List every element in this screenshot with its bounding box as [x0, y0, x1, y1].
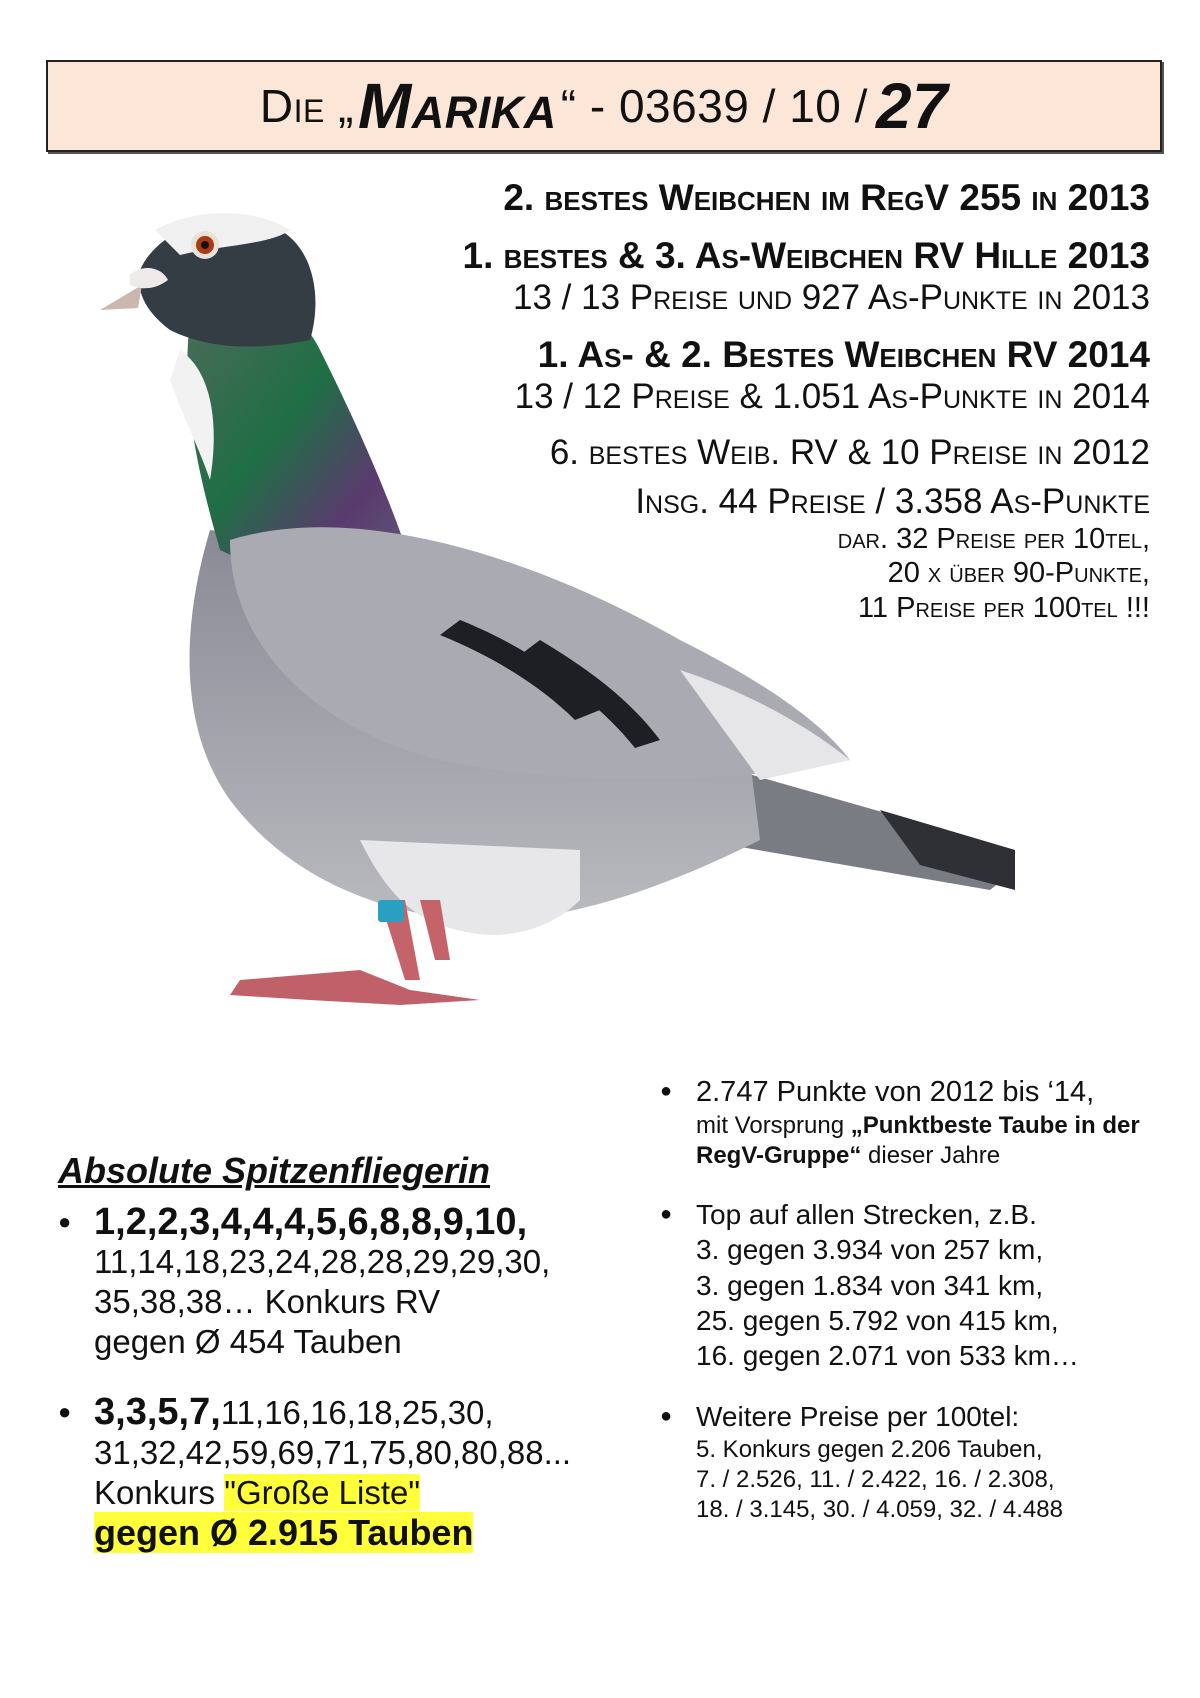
achievement-line: 11 Preise per 100tel !!! — [857, 591, 1150, 624]
achievement-line: 1. As- & 2. Bestes Weibchen RV 2014 — [537, 333, 1150, 375]
bullet-icon: ● — [660, 1405, 673, 1428]
achievement-line: 2. bestes Weibchen im RegV 255 in 2013 — [503, 177, 1150, 218]
left-bullet-list — [58, 1202, 658, 1554]
route-line: 16. gegen 2.071 von 533 km… — [696, 1340, 1079, 1372]
highlighted-list-name: "Große Liste" — [224, 1474, 421, 1511]
lead-text: mit Vorsprung — [696, 1111, 851, 1139]
bullet-icon: ● — [660, 1203, 673, 1225]
bullet-icon: ● — [58, 1399, 72, 1424]
lead-bold: „Punktbeste Taube in der RegV-Gruppe“ — [696, 1111, 1140, 1169]
list-item — [58, 1392, 658, 1554]
list-item — [58, 1202, 658, 1362]
title-banner — [46, 60, 1162, 152]
bullet-icon: ● — [58, 1209, 72, 1234]
highlighted-total: gegen Ø 2.915 Tauben — [94, 1512, 474, 1553]
placings-line: 31,32,42,59,69,71,75,80,80,88... — [94, 1434, 572, 1471]
right-bullet-list — [660, 1074, 1180, 1525]
achievement-line: Insg. 44 Preise / 3.358 As-Punkte — [635, 481, 1150, 521]
route-line: 3. gegen 1.834 von 341 km, — [696, 1269, 1044, 1301]
placings-bold: 3,3,5,7, — [94, 1391, 221, 1433]
points-line: 2.747 Punkte von 2012 bis ‘14, — [696, 1076, 1095, 1108]
list-item — [660, 1074, 1180, 1171]
achievement-line: dar. 32 Preise per 10tel, — [837, 523, 1150, 556]
title-name: Marika — [357, 70, 557, 142]
prize-line: 5. Konkurs gegen 2.206 Tauben, — [696, 1435, 1043, 1463]
list-item — [660, 1399, 1180, 1525]
prize-line: Weitere Preise per 100tel: — [696, 1401, 1020, 1433]
prize-line: 18. / 3.145, 30. / 4.059, 32. / 4.488 — [696, 1496, 1063, 1524]
prize-line: 7. / 2.526, 11. / 2.422, 16. / 2.308, — [696, 1465, 1055, 1493]
section-heading: Absolute Spitzenfliegerin — [58, 1150, 491, 1191]
achievement-line: 13 / 13 Preise und 927 As-Punkte in 2013 — [513, 278, 1150, 318]
achievement-line: 13 / 12 Preise & 1.051 As-Punkte in 2014 — [514, 377, 1150, 417]
title-ring-suffix: 27 — [875, 70, 949, 142]
lead-tail: dieser Jahre — [861, 1141, 1001, 1169]
achievement-line: 1. bestes & 3. As-Weibchen RV Hille 2013 — [462, 234, 1150, 276]
title-ring-number: “ - 03639 / 10 / — [560, 80, 868, 132]
bullet-icon: ● — [660, 1080, 673, 1102]
achievement-line: 6. bestes Weib. RV & 10 Preise in 2012 — [549, 432, 1150, 472]
route-line: 3. gegen 3.934 von 257 km, — [696, 1234, 1044, 1266]
title-prefix: Die „ — [259, 80, 354, 132]
placings-bold: 1,2,2,3,4,4,4,5,6,8,8,9,10, — [94, 1201, 528, 1243]
achievement-line: 20 x über 90-Punkte, — [887, 557, 1150, 590]
placings-rest: 11,16,16,18,25,30, — [220, 1394, 494, 1431]
konkurs-label: Konkurs — [94, 1474, 225, 1511]
route-line: 25. gegen 5.792 von 415 km, — [696, 1304, 1059, 1336]
achievements-list — [330, 176, 1150, 625]
placings-line: 35,38,38… Konkurs RV — [94, 1283, 441, 1320]
route-line: Top auf allen Strecken, z.B. — [696, 1199, 1037, 1230]
placings-line: gegen Ø 454 Tauben — [94, 1323, 402, 1360]
placings-line: 11,14,18,23,24,28,28,29,29,30, — [94, 1243, 551, 1280]
list-item — [660, 1197, 1180, 1373]
